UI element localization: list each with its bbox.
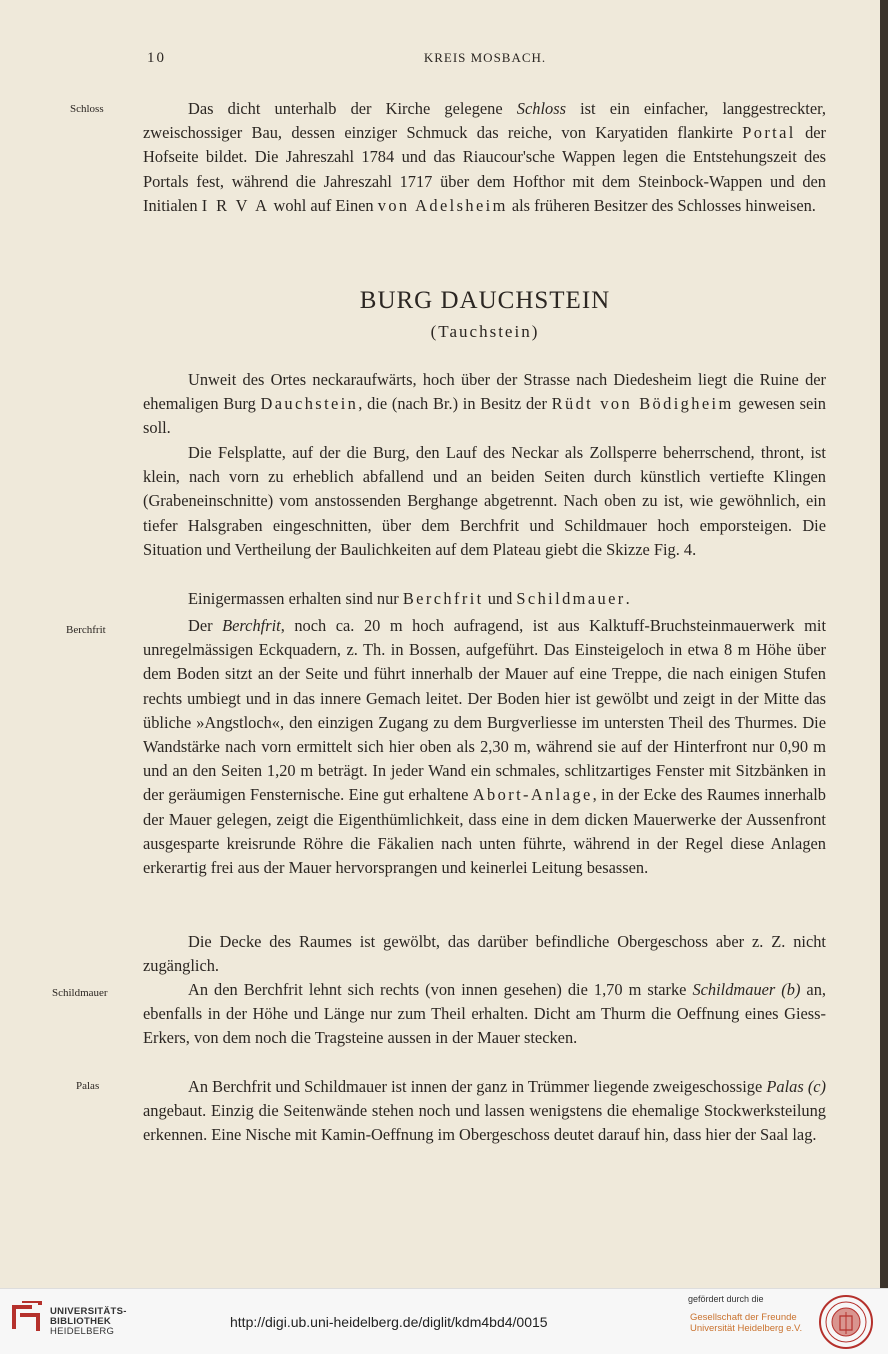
section-title: BURG DAUCHSTEIN — [359, 287, 611, 314]
paragraph-erhalten: Einigermassen erhalten sind nur Berchfrit und Schildmauer. — [188, 589, 630, 608]
paragraph-intro: Unweit des Ortes neckaraufwärts, hoch über der Strasse nach Diedesheim liegt die Ruine der ehemaligen Burg Dauchstein, die (nach Br.) in Besitz der Rüdt von Bödigheim gewesen sein soll. — [143, 370, 826, 438]
page-number: 10 — [147, 50, 166, 66]
paragraph-decke: Die Decke des Raumes ist gewölbt, das darüber befindliche Obergeschoss aber z. Z. nicht zugänglich. — [143, 932, 826, 976]
permalink-url[interactable]: http://digi.ub.uni-heidelberg.de/diglit/kdm4bd4/0015 — [230, 1314, 548, 1330]
paragraph-felsplatte: Die Felsplatte, auf der die Burg, den Lauf des Neckar als Zollsperre beherrschend, thront, ist klein, nach vorn zu erheblich abfallend und an beiden Seiten durch künstlich vertiefte Klingen (Grabeneinschnitte) vom anstossenden Berghange abgetrennt. Nach oben zu ist, wie gewöhnlich, ein tiefer Halsgraben eingeschnitten, über dem Berchfrit und Schildmauer hoch emporsteigen. Die Situation und Vertheilung der Baulichkeiten auf dem Plateau giebt die Skizze Fig. 4. — [143, 443, 826, 559]
page-edge — [880, 0, 888, 1288]
paragraph-palas: An Berchfrit und Schildmauer ist innen der ganz in Trümmer liegende zweigeschossige Palas (c) angebaut. Einzig die Seitenwände stehen noch und lassen wenigstens die ehemalige Stockwerksteilung erkennen. Eine Nische mit Kamin-Oeffnung im Obergeschoss deutet darauf hin, dass hier der Saal lag. — [143, 1077, 827, 1145]
margin-note-schildmauer: Schildmauer — [52, 987, 108, 999]
paragraph-berchfrit: Der Berchfrit, noch ca. 20 m hoch aufragend, ist aus Kalktuff-Bruchsteinmauerwerk mit unregelmässigen Eckquadern, z. Th. in Bossen, aufgeführt. Das Einsteigeloch in etwa 8 m Höhe über dem Boden sitzt an der Seite und führt innerhalb der Mauer auf eine Treppe, die nach einigen Stufen rechts umbiegt und in das innere Gemach leitet. Der Boden hier ist gewölbt und zeigt in der Mitte das übliche »Angstloch«, den einzigen Zugang zu dem Burgverliesse im untersten Theil des Thurmes. Die Wandstärke nach vorn ermittelt sich hier oben als 2,30 m, während sie auf der Hinterfront nur 0,90 m und an den Seiten 1,20 m beträgt. In jeder Wand ein schmales, schlitzartiges Fenster mit Sitzbänken in der geräumigen Fensternische. Eine gut erhaltene Abort-Anlage, in der Ecke des Raumes innerhalb der Mauer gelegen, zeigt die Eigenthümlichkeit, dass eine in dem dicken Mauerwerke der Aussenfront ausgesparte kreisrunde Röhre die Fäkalien nach unten führte, während in der Regel diese Anlagen erkerartig frei aus der Mauer hervorsprangen und keinerlei Leitung besassen. — [143, 616, 826, 878]
paragraph-schildmauer: An den Berchfrit lehnt sich rechts (von innen gesehen) die 1,70 m starke Schildmauer (b) an, ebenfalls in der Höhe und Länge nur zum Theil erhalten. Dicht am Thurm die Oeffnung eines Giess-Erkers, von dem noch die Tragsteine aussen in der Mauer stecken. — [143, 980, 826, 1048]
university-library-logo-icon[interactable] — [10, 1299, 44, 1333]
running-head: KREIS MOSBACH. — [423, 50, 547, 65]
university-seal-icon — [818, 1294, 874, 1350]
sponsor-name[interactable]: Gesellschaft der Freunde Universität Heidelberg e.V. — [690, 1312, 803, 1334]
page-header — [0, 50, 880, 70]
sponsor-label: gefördert durch die — [688, 1294, 764, 1304]
library-name[interactable]: UNIVERSITÄTS- BIBLIOTHEK HEIDELBERG — [50, 1306, 127, 1337]
margin-note-berchfrit: Berchfrit — [66, 624, 106, 636]
margin-note-palas: Palas — [76, 1080, 100, 1092]
paragraph-schloss: Das dicht unterhalb der Kirche gelegene Schloss ist ein einfacher, langgestreckter, zweischossiger Bau, dessen einziger Schmuck das reiche, von Karyatiden flankirte Portal der Hofseite bildet. Die Jahreszahl 1784 und das Riaucour'sche Wappen legen die Entstehungszeit des Portals fest, während die Jahreszahl 1717 über dem Hofthor mit dem Steinbock-Wappen und den Initialen I R V A wohl auf Einen von Adelsheim als früheren Besitzer des Schlosses hinweisen. — [143, 99, 827, 215]
margin-note-schloss: Schloss — [70, 103, 104, 115]
footer-bar — [0, 1288, 888, 1354]
section-subtitle: (Tauchstein) — [430, 322, 540, 341]
